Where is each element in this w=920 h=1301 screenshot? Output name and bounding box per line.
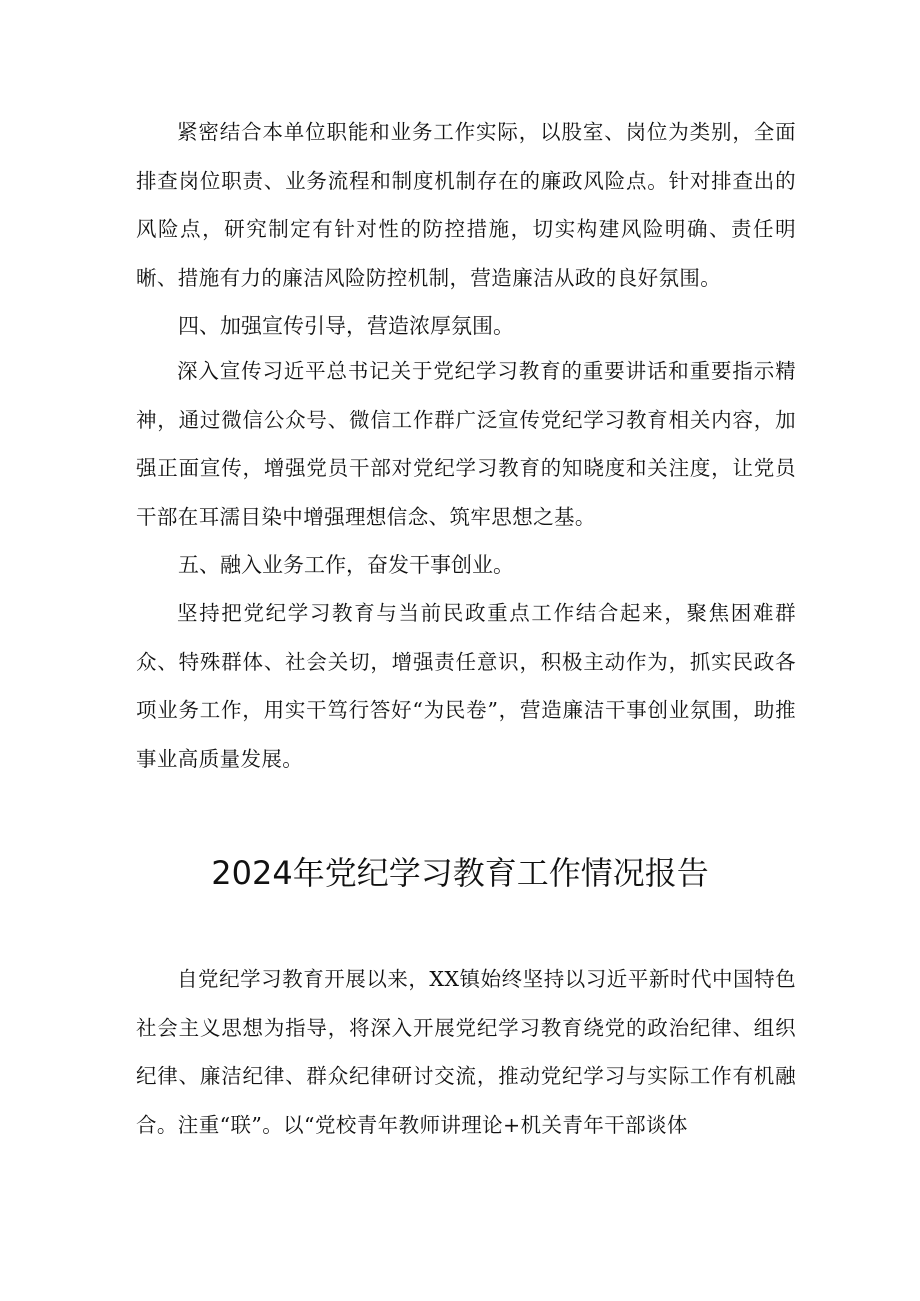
report-title: 2024年党纪学习教育工作情况报告 [211, 854, 709, 892]
section-heading-4: 四、加强宣传引导，营造浓厚氛围。 [178, 314, 514, 338]
body-paragraph-risk-control: 紧密结合本单位职能和业务工作实际，以股室、岗位为类别，全面排查岗位职责、业务流程和制度机制存在的廉政风险点。针对排查出的风险点，研究制定有针对性的防控措施，切实构建风险明确、责任明晰、措施有力的廉洁风险防控机制，营造廉洁从政的良好氛围。 [136, 120, 796, 290]
body-paragraph-intro: 自党纪学习教育开展以来，XX镇始终坚持以习近平新时代中国特色社会主义思想为指导，将深入开展党纪学习教育绕党的政治纪律、组织纪律、廉洁纪律、群众纪律研讨交流，推动党纪学习与实际工作有机融合。注重“联”。以“党校青年教师讲理论+机关青年干部谈体 [136, 967, 796, 1137]
section-heading-5: 五、融入业务工作，奋发干事创业。 [178, 553, 514, 577]
body-paragraph-publicity: 深入宣传习近平总书记关于党纪学习教育的重要讲话和重要指示精神，通过微信公众号、微信工作群广泛宣传党纪学习教育相关内容，加强正面宣传，增强党员干部对党纪学习教育的知晓度和关注度，让党员干部在耳濡目染中增强理想信念、筑牢思想之基。 [136, 359, 796, 529]
body-paragraph-business-work: 坚持把党纪学习教育与当前民政重点工作结合起来，聚焦困难群众、特殊群体、社会关切，增强责任意识，积极主动作为，抓实民政各项业务工作，用实干笃行答好“为民卷”，营造廉洁干事创业氛围，助推事业高质量发展。 [136, 601, 796, 771]
